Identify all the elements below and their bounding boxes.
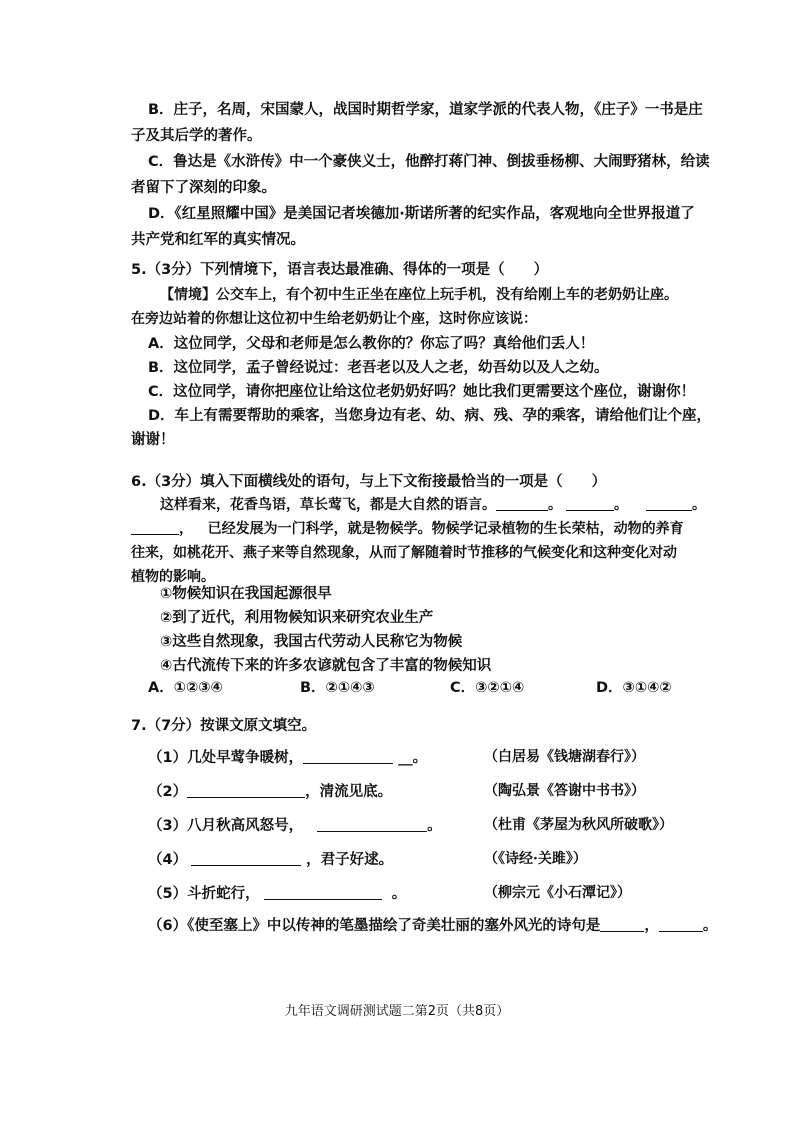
q6-choice-d: D．③①④② (596, 680, 672, 696)
option-b-line2: 子及其后学的著作。 (131, 128, 262, 144)
q6-blank-2[interactable] (566, 496, 614, 511)
q7-line-2-num: （2） (148, 784, 188, 800)
q6-choice-c: C．③②①④ (450, 680, 525, 696)
q5-option-a: A．这位同学，父母和老师是怎么教你的？你忘了吗？真给他们丢人！ (148, 336, 595, 352)
q7-line-1-end: 。 (412, 750, 428, 766)
q6-item-3: ③这些自然现象，我国古代劳动人民称它为物候 (160, 634, 463, 650)
q7-line-1-gap: __ (398, 750, 413, 766)
q7-blank-4[interactable] (191, 851, 301, 866)
q5-option-b: B．这位同学，孟子曾经说过：老吾老以及人之老，幼吾幼以及人之幼。 (148, 360, 609, 376)
q7-line-5-text: （5）斗折蛇行， (148, 886, 260, 902)
q6-item-1: ①物候知识在我国起源很早 (160, 586, 332, 602)
q6-passage-line2 (131, 518, 684, 538)
q5-option-c: C．这位同学，请你把座位让给这位老奶奶好吗？她比我们更需要这个座位，谢谢你！ (148, 384, 696, 400)
q7-blank-3[interactable] (317, 817, 427, 832)
q7-source-2: （陶弘景《答谢中书书》） (484, 783, 645, 799)
option-b-line1: B．庄子，名周，宋国蒙人，战国时期哲学家，道家学派的代表人物，《庄子》一书是庄 (148, 102, 703, 118)
q6-stem: 6.（3分）填入下面横线处的语句，与上下文衔接最恰当的一项是（ ） (131, 474, 607, 490)
option-d-line2: 共产党和红军的真实情况。 (131, 232, 305, 248)
q7-line-3-end: 。 (427, 818, 442, 834)
q7-line-3-text: （3）八月秋高风怒号， (148, 818, 304, 834)
q7-line-2 (148, 780, 392, 801)
q7-blank-2[interactable] (187, 783, 305, 798)
q6-punct-1: 。 (548, 497, 562, 513)
q6-item-2: ②到了近代，利用物候知识来研究农业生产 (160, 610, 434, 626)
option-c-line2: 者留下了深刻的印象。 (131, 180, 276, 196)
q7-line-5-end: 。 (391, 886, 407, 902)
q6-blank-4[interactable] (131, 520, 179, 535)
q5-stem: 5.（3分）下列情境下，语言表达最准确、得体的一项是（ ） (131, 262, 549, 278)
q7-line-3 (148, 814, 442, 835)
q6-blank-1[interactable] (496, 496, 548, 511)
q5-option-d-line2: 谢谢！ (131, 432, 175, 448)
option-d-line1: D．《红星照耀中国》是美国记者埃德加·斯诺所著的纪实作品，客观地向全世界报道了 (148, 206, 695, 222)
q6-passage-line3: 往来，如桃花开、燕子来等自然现象，从而了解随着时节推移的气候变化和这种变化对动 (131, 545, 677, 561)
q7-line-1 (148, 746, 427, 767)
q6-blank-3[interactable] (646, 496, 692, 511)
q6-passage-start: 这样看来，花香鸟语，草长莺飞，都是大自然的语言。 (160, 497, 496, 513)
q6-passage-mid: 已经发展为一门科学，就是物候学。物候学记录植物的生长荣枯，动物的养育 (207, 521, 684, 537)
page-footer: 九年语文调研测试题二第2页（共8页） (284, 1004, 510, 1019)
q7-line-1-text: （1）几处早莺争暖树， (148, 750, 304, 766)
q7-blank-6a[interactable] (600, 917, 644, 932)
q7-line-4 (148, 848, 393, 869)
q7-line-2-text: ，清流见底。 (305, 784, 393, 800)
option-c-line1: C．鲁达是《水浒传》中一个豪侠义士，他醉打蒋门神、倒拔垂杨柳、大闹野猪林，给读 (148, 154, 710, 170)
q7-source-1: （白居易《钱塘湖春行》） (484, 749, 645, 765)
q7-blank-6b[interactable] (659, 917, 703, 932)
q7-line-5 (148, 882, 406, 903)
q7-blank-1[interactable] (303, 749, 393, 764)
q6-punct-3: 。 (692, 497, 706, 513)
q7-source-5: （柳宗元《小石潭记》） (484, 885, 631, 901)
q6-passage-line1 (160, 494, 706, 514)
q7-line-6-text: （6）《使至塞上》中以传神的笔墨描绘了奇美壮丽的塞外风光的诗句是 (148, 918, 601, 934)
q6-choice-b: B．②①④③ (300, 680, 375, 696)
q5-context-line1: 【情境】公交车上，有个初中生正坐在座位上玩手机，没有给刚上车的老奶奶让座。 (160, 287, 678, 303)
q6-choice-a: A．①②③④ (148, 680, 223, 696)
q7-line-4-text: ，君子好逑。 (306, 852, 394, 868)
q7-stem: 7.（7分）按课文原文填空。 (131, 718, 317, 734)
q6-punct-4: ， (179, 521, 193, 537)
q7-line-6 (148, 914, 717, 935)
q5-option-d-line1: D．车上有需要帮助的乘客，当您身边有老、幼、病、残、孕的乘客，请给他们让个座， (148, 408, 712, 424)
q7-line-6-end: 。 (702, 918, 718, 934)
q6-item-4: ④古代流传下来的许多农谚就包含了丰富的物候知识 (160, 658, 492, 674)
q5-context-line2: 在旁边站着的你想让这位初中生给老奶奶让个座，这时你应该说： (131, 311, 537, 327)
q7-source-3: （杜甫《茅屋为秋风所破歌》） (484, 817, 673, 833)
q7-line-4-num: （4） (148, 852, 188, 868)
q7-line-6-mid: ， (644, 918, 659, 934)
q7-blank-5[interactable] (264, 885, 382, 900)
q6-punct-2: 。 (614, 497, 628, 513)
q6-passage-line4: 植物的影响。 (131, 569, 215, 585)
q7-source-4: （《诗经·关雎》） (484, 851, 587, 867)
